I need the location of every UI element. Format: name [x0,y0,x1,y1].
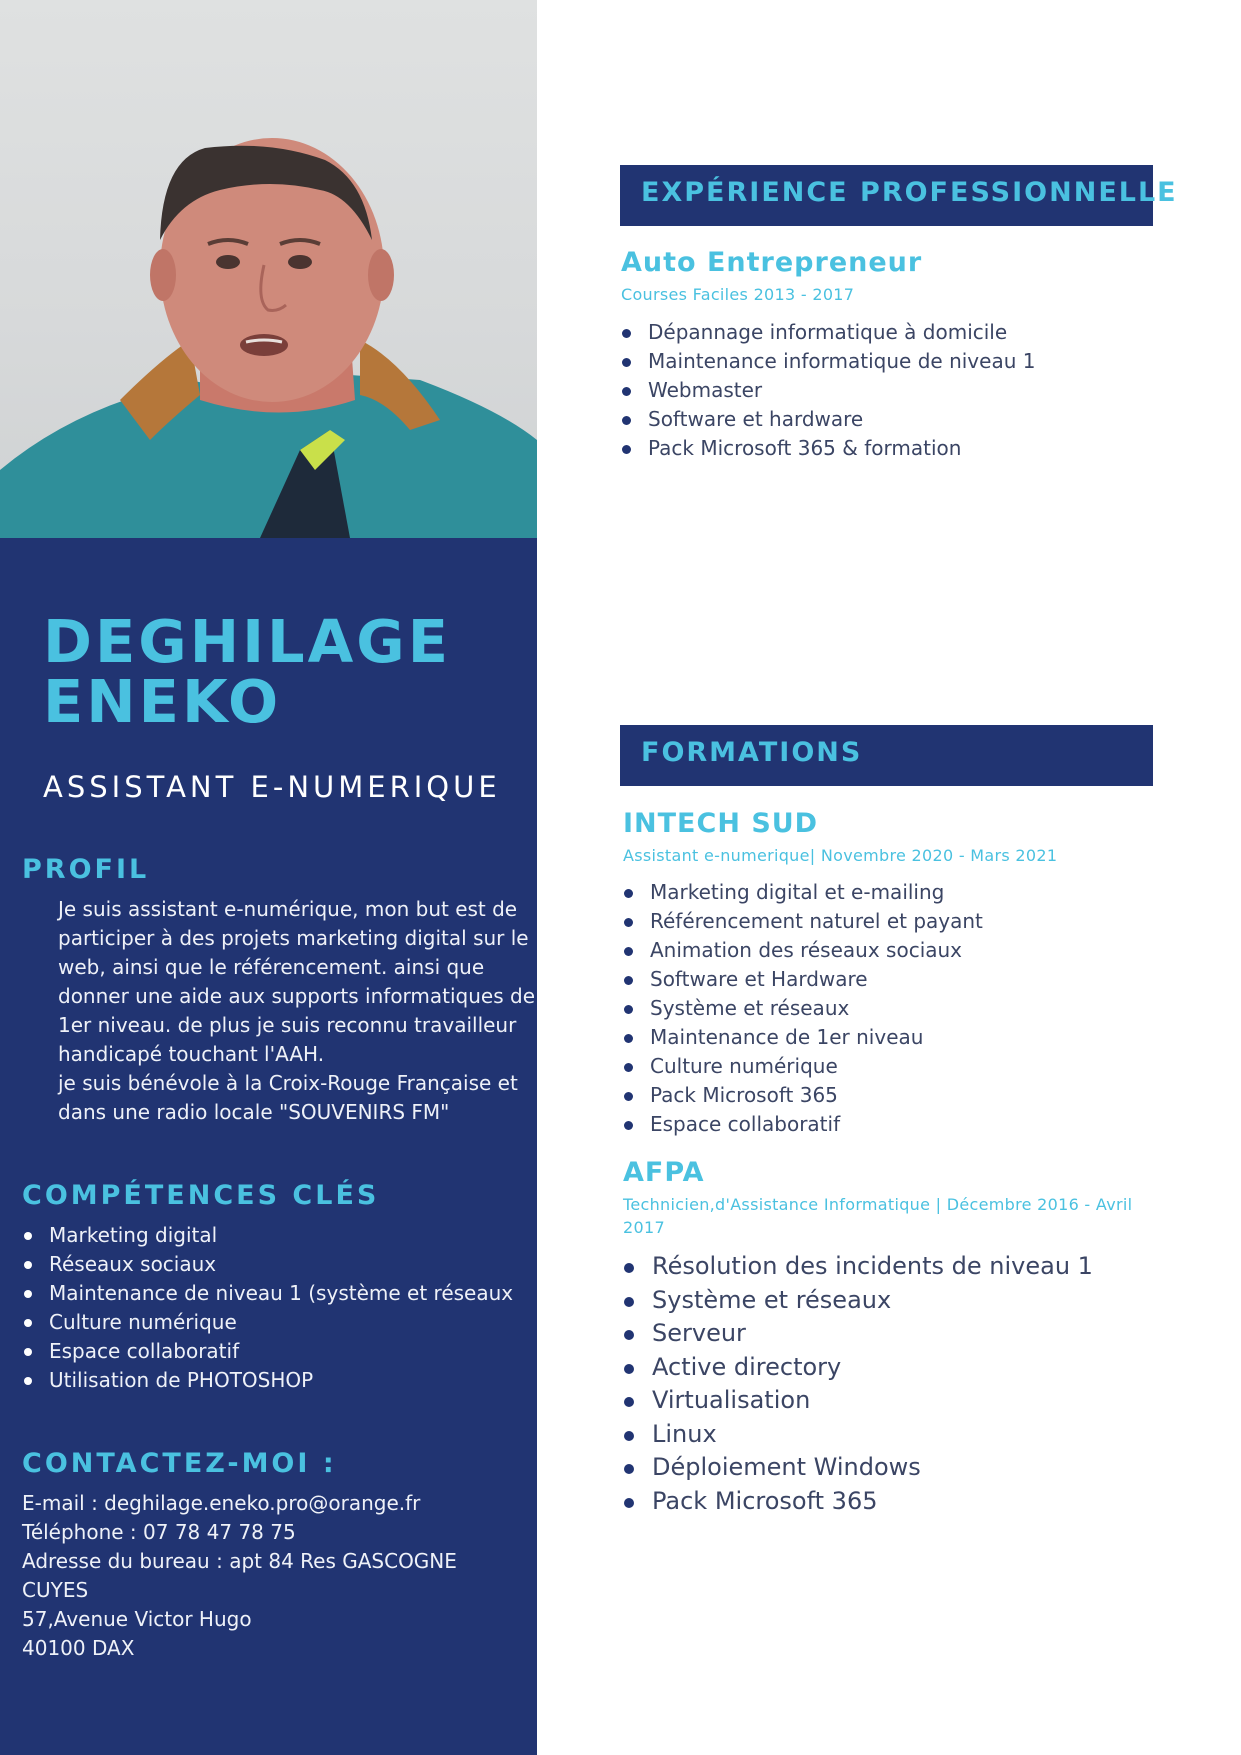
list-item: Animation des réseaux sociaux [622,936,983,965]
name-second-line: ENEKO [43,667,282,736]
list-item: Maintenance de 1er niveau [622,1023,983,1052]
list-item: Pack Microsoft 365 [622,1081,983,1110]
profile-heading: PROFIL [22,854,150,885]
profile-line: Je suis assistant e-numérique, mon but est de [58,897,518,921]
formation-school: INTECH SUD [623,808,819,839]
contact-details [22,1489,457,1663]
experience-list [620,318,1035,463]
list-item: Référencement naturel et payant [622,907,983,936]
list-item: Espace collaboratif [622,1110,983,1139]
list-item: Software et Hardware [622,965,983,994]
contact-address: 40100 DAX [22,1636,135,1660]
formation-list [622,878,983,1139]
profile-photo [0,0,537,538]
profile-text [58,895,536,1127]
formation-subtitle: Assistant e-numerique| Novembre 2020 - Mars 2021 [623,846,1058,865]
list-item: Culture numérique [622,1052,983,1081]
contact-email: E-mail : deghilage.eneko.pro@orange.fr [22,1491,421,1515]
list-item: Système et réseaux [622,1284,1093,1318]
contact-address: 57,Avenue Victor Hugo [22,1607,252,1631]
list-item: Marketing digital et e-mailing [622,878,983,907]
formations-heading: FORMATIONS [641,737,863,768]
contact-heading: CONTACTEZ-MOI : [22,1448,337,1479]
experience-section-header [620,165,1178,226]
list-item: Maintenance de niveau 1 (système et réseaux [22,1279,513,1308]
list-item: Serveur [622,1317,1093,1351]
formations-section-header [620,725,1153,786]
list-item: Déploiement Windows [622,1451,1093,1485]
profile-line: web, ainsi que le référencement. ainsi que [58,955,485,979]
experience-job-title: Auto Entrepreneur [621,247,923,278]
list-item: Linux [622,1418,1093,1452]
list-item: Résolution des incidents de niveau 1 [622,1250,1093,1284]
list-item: Pack Microsoft 365 & formation [620,434,1035,463]
profile-line: dans une radio locale "SOUVENIRS FM" [58,1100,450,1124]
contact-address: CUYES [22,1578,89,1602]
experience-heading: EXPÉRIENCE PROFESSIONNELLE [641,177,1178,208]
list-item: Système et réseaux [622,994,983,1023]
profile-line: je suis bénévole à la Croix-Rouge Française et [58,1071,518,1095]
list-item: Réseaux sociaux [22,1250,513,1279]
list-item: Software et hardware [620,405,1035,434]
portrait-illustration [0,0,537,538]
profile-line: donner une aide aux supports informatiques de [58,984,536,1008]
profile-line: participer à des projets marketing digital sur le [58,926,529,950]
profile-line: handicapé touchant l'AAH. [58,1042,325,1066]
formation-school: AFPA [623,1157,705,1188]
list-item: Culture numérique [22,1308,513,1337]
list-item: Espace collaboratif [22,1337,513,1366]
formation-subtitle: Technicien,d'Assistance Informatique | Décembre 2016 - Avril [623,1195,1133,1214]
list-item: Maintenance informatique de niveau 1 [620,347,1035,376]
profile-line: 1er niveau. de plus je suis reconnu travailleur [58,1013,517,1037]
list-item: Utilisation de PHOTOSHOP [22,1366,513,1395]
name-first-line: DEGHILAGE [43,607,452,676]
list-item: Webmaster [620,376,1035,405]
contact-phone: Téléphone : 07 78 47 78 75 [22,1520,296,1544]
skills-heading: COMPÉTENCES CLÉS [22,1180,380,1211]
job-title: ASSISTANT E-NUMERIQUE [43,770,501,804]
list-item: Dépannage informatique à domicile [620,318,1035,347]
formation-list [622,1250,1093,1518]
experience-subtitle: Courses Faciles 2013 - 2017 [621,285,855,304]
formation-subtitle: 2017 [623,1218,665,1237]
list-item: Virtualisation [622,1384,1093,1418]
list-item: Marketing digital [22,1221,513,1250]
list-item: Pack Microsoft 365 [622,1485,1093,1519]
contact-address: Adresse du bureau : apt 84 Res GASCOGNE [22,1549,457,1573]
list-item: Active directory [622,1351,1093,1385]
skills-list [22,1221,513,1395]
